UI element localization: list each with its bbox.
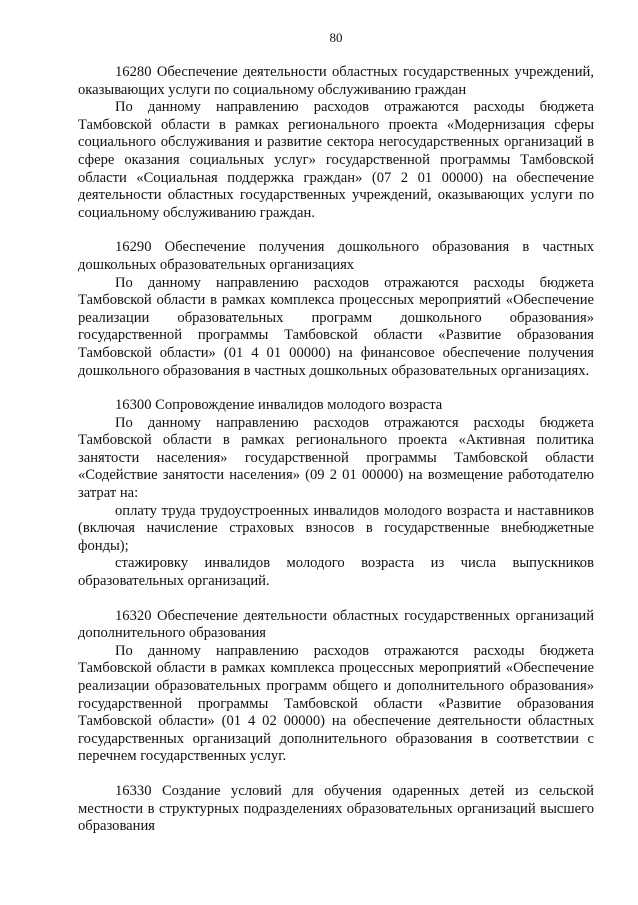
- section-paragraph: По данному направлению расходов отражаются расходы бюджета Тамбовской области в рамках регионального проекта «Активная политика занятости населения» государственной программы Тамбовской области «Содействие занятости населения» (09 2 01 00000) на возмещение работодателю затрат на:: [78, 414, 594, 502]
- document-body: [78, 64, 594, 836]
- section-16320: [78, 608, 594, 766]
- section-heading: 16330 Создание условий для обучения одаренных детей из сельской местности в структурных подразделениях образовательных организаций высшего образования: [78, 782, 594, 835]
- section-16280: [78, 64, 594, 222]
- section-16330: [78, 783, 594, 836]
- section-heading: 16300 Сопровождение инвалидов молодого возраста: [115, 397, 443, 414]
- section-heading: 16290 Обеспечение получения дошкольного образования в частных дошкольных образовательных организациях: [78, 239, 594, 273]
- section-paragraph: По данному направлению расходов отражаются расходы бюджета Тамбовской области в рамках комплекса процессных мероприятий «Обеспечение реализации образовательных программ общего и дополнительного образования» государственной программы Тамбовской области «Развитие образования Тамбовской области» (01 4 02 00000) на обеспечение деятельности областных государственных организаций дополнительного образования в соответствии с перечнем государственных услуг.: [78, 642, 594, 765]
- page-number: 80: [329, 30, 343, 45]
- list-item-paragraph: оплату труда трудоустроенных инвалидов молодого возраста и наставников (включая начисление страховых взносов в государственные внебюджетные фонды);: [78, 502, 594, 554]
- section-16300: [78, 397, 594, 591]
- section-paragraph: По данному направлению расходов отражаются расходы бюджета Тамбовской области в рамках регионального проекта «Модернизация сферы социального обслуживания и развитие сектора негосударственных организаций в сфере оказания социальных услуг» государственной программы Тамбовской области «Социальная поддержка граждан» (07 2 01 00000) на обеспечение деятельности областных государственных учреждений, оказывающих услуги по социальному обслуживанию граждан.: [78, 99, 594, 221]
- section-paragraph: По данному направлению расходов отражаются расходы бюджета Тамбовской области в рамках комплекса процессных мероприятий «Обеспечение реализации образовательных программ дошкольного образования» государственной программы Тамбовской области «Развитие образования Тамбовской области» (01 4 01 00000) на финансовое обеспечение получения дошкольного образования в частных дошкольных образовательных организациях.: [78, 274, 594, 379]
- section-heading: 16320 Обеспечение деятельности областных государственных организаций дополнительного образования: [78, 607, 594, 642]
- section-heading: 16280 Обеспечение деятельности областных государственных учреждений, оказывающих услуги по социальному обслуживанию граждан: [78, 64, 594, 98]
- list-item-paragraph: стажировку инвалидов молодого возраста из числа выпускников образовательных организаций.: [78, 555, 594, 590]
- section-16290: [78, 239, 594, 380]
